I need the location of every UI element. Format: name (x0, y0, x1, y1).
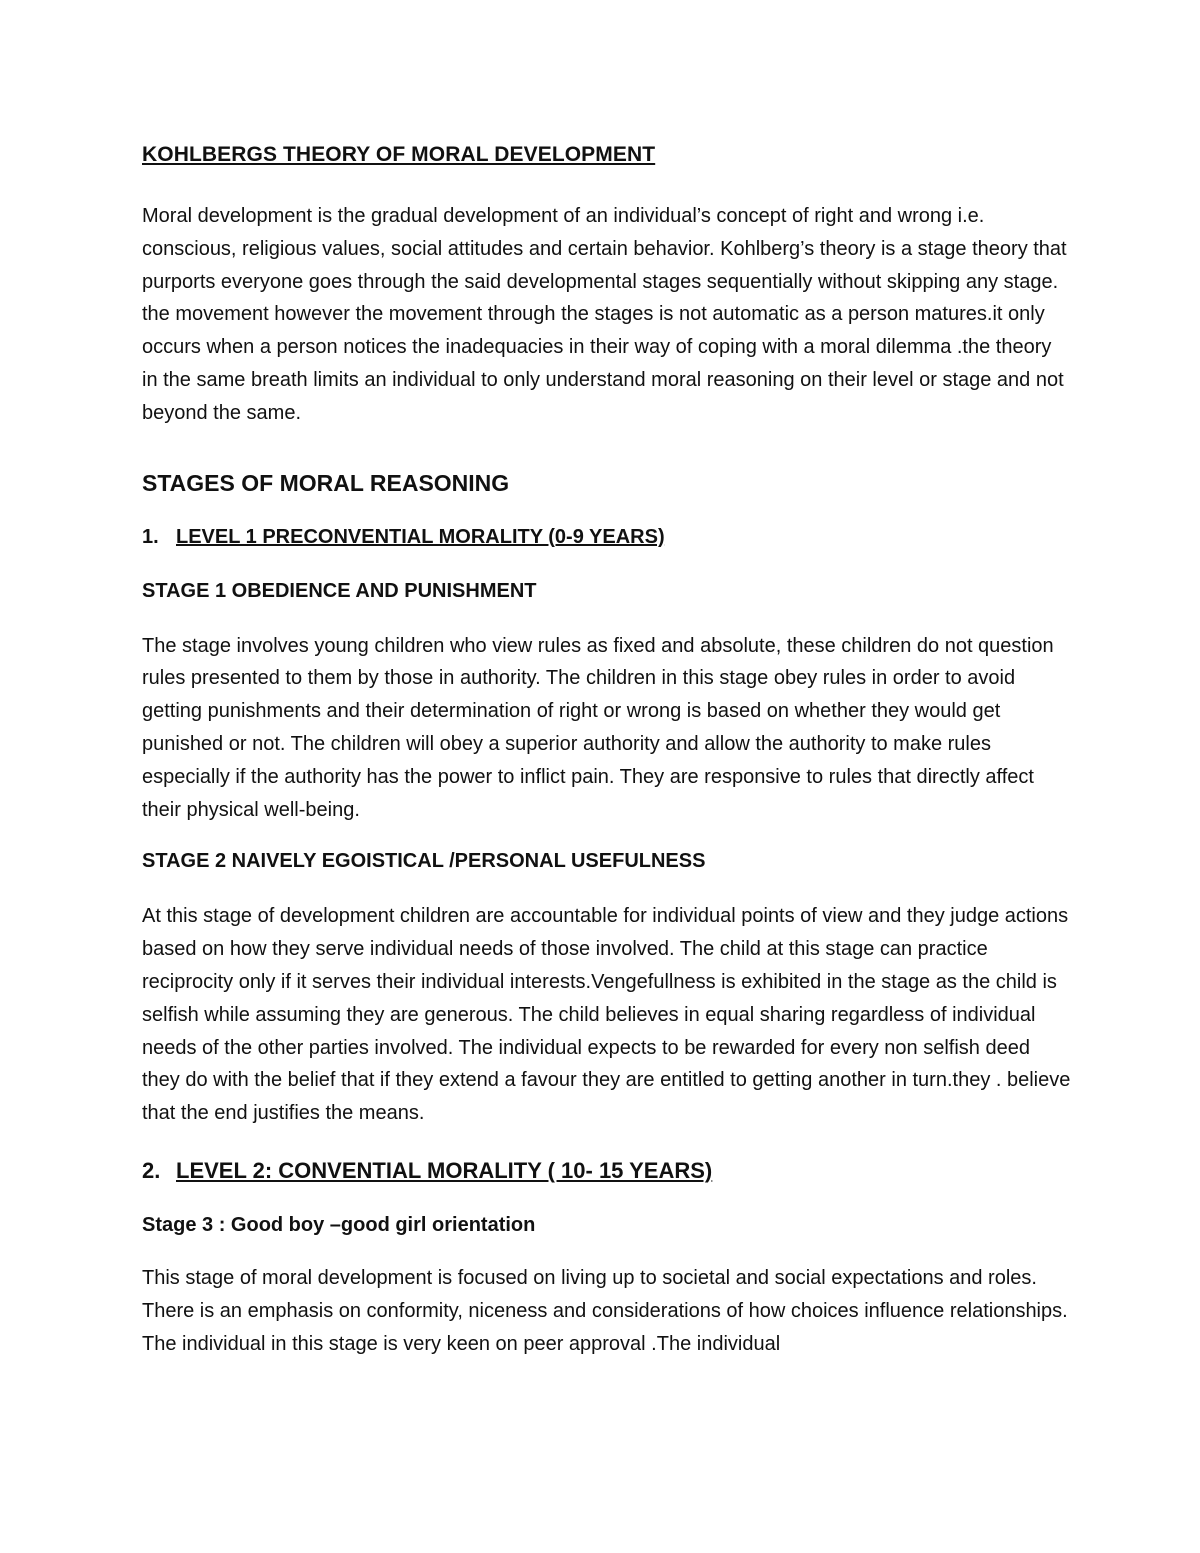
stage-2-heading: STAGE 2 NAIVELY EGOISTICAL /PERSONAL USEFULNESS (142, 850, 706, 873)
level-2-title: LEVEL 2: CONVENTIAL MORALITY ( 10- 15 YEARS) (176, 1157, 713, 1183)
document-title: KOHLBERGS THEORY OF MORAL DEVELOPMENT (142, 143, 656, 166)
level-2-number: 2. (142, 1157, 161, 1183)
stage-1-paragraph: The stage involves young children who view rules as fixed and absolute, these children do not question rules presented to them by those in authority. The children in this stage obey rules in order to avoid getting punishments and their determination of right or wrong is based on whether they would get punished or not. The children will obey a superior authority and allow the authority to make rules especially if the authority has the power to inflict pain. They are responsive to rules that directly affect their physical well-being. (142, 634, 1054, 821)
document-body (142, 140, 1072, 1360)
stages-heading: STAGES OF MORAL REASONING (142, 469, 510, 496)
stage-2-paragraph: At this stage of development children are accountable for individual points of view and they judge actions based on how they serve individual needs of those involved. The child at this stage can practice reciprocity only if it serves their individual interests.Vengefullness is exhibited in the stage as the child is selfish while assuming they are generous. The child believes in equal sharing regardless of individual needs of the other parties involved. The individual expects to be rewarded for every non selfish deed they do with the belief that if they extend a favour they are entitled to getting another in turn.they . believe that the end justifies the means. (142, 905, 1071, 1125)
stage-1-heading: STAGE 1 OBEDIENCE AND PUNISHMENT (142, 579, 537, 602)
stage-3-paragraph: This stage of moral development is focused on living up to societal and social expectations and roles. There is an emphasis on conformity, niceness and considerations of how choices influence relationships. The individual in this stage is very keen on peer approval .The individual (142, 1266, 1068, 1355)
stage-3-heading: Stage 3 : Good boy –good girl orientation (142, 1213, 536, 1236)
intro-paragraph: Moral development is the gradual development of an individual’s concept of right and wrong i.e. conscious, religious values, social attitudes and certain behavior. Kohlberg’s theory is a stage theory that purports everyone goes through the said developmental stages sequentially without skipping any stage. the movement however the movement through the stages is not automatic as a person matures.it only occurs when a person notices the inadequacies in their way of coping with a moral dilemma .the theory in the same breath limits an individual to only understand moral reasoning on their level or stage and not beyond the same. (142, 205, 1067, 424)
level-1-title: LEVEL 1 PRECONVENTIAL MORALITY (0-9 YEARS) (176, 525, 665, 548)
level-1-heading (142, 522, 1072, 552)
level-1-number: 1. (142, 525, 159, 548)
level-2-heading (142, 1156, 1072, 1186)
